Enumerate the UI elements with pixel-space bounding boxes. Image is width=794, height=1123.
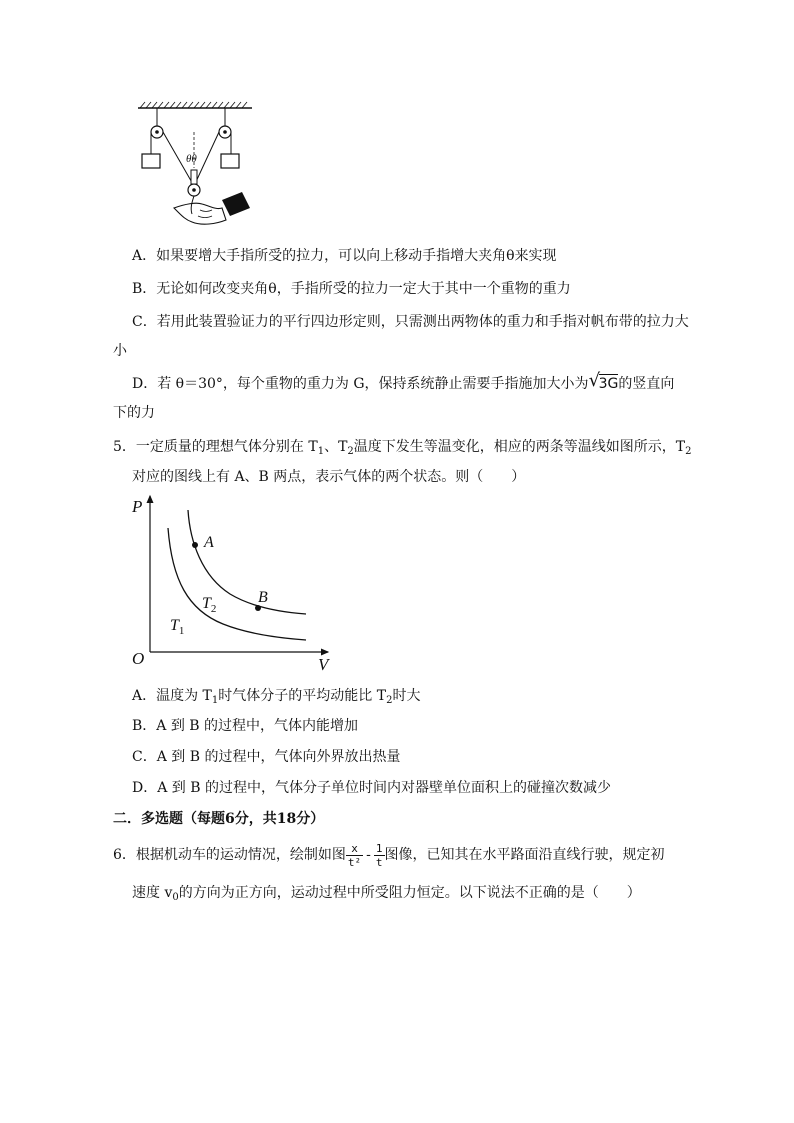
q5-stem-line2 [132,467,525,487]
minus-sign: - [366,847,371,863]
subscript: 2 [386,695,393,706]
q4-option-c-text-cont: 小 [113,343,127,359]
q6-stem-part: 的方向为正方向，运动过程中所受阻力恒定。以下说法不正确的是（ ） [178,885,641,901]
fraction-numerator: 1 [375,841,383,855]
q6-stem-line2 [132,883,641,903]
q5-option-c [132,747,400,767]
q5-stem-part: 温度下发生等温变化，相应的两条等温线如图所示，T [353,439,686,455]
q5-stem-part: 、T [324,439,348,455]
q5-option-a-part: A．温度为 T [132,688,212,704]
q4-option-d-text-cont: 下的力 [113,405,155,421]
q4-option-d-cont [113,403,155,423]
q4-option-b-text: B．无论如何改变夹角θ，手指所受的拉力一定大于其中一个重物的重力 [132,281,571,297]
fraction-numerator: x [351,841,358,855]
fraction-denominator: t [375,855,383,869]
point-a [192,542,198,548]
q5-option-a [132,686,420,706]
q5-option-d-text: D．A 到 B 的过程中，气体分子单位时间内对器壁单位面积上的碰撞次数减少 [132,780,611,796]
t2-label: $T_2$ [202,595,217,615]
point-a-label: A [204,534,214,551]
q4-option-a [132,246,557,266]
subscript: 2 [347,446,354,457]
q4-option-c [132,312,689,332]
subscript: 1 [317,446,325,457]
q6-stem-part: 速度 v [132,885,173,901]
isotherm-t1 [168,528,306,640]
q5-stem-text: 对应的图线上有 A、B 两点，表示气体的两个状态。则（ ） [132,469,526,485]
fraction-1-over-t [374,842,385,869]
q5-option-d [132,778,611,798]
q5-option-b-text: B．A 到 B 的过程中，气体内能增加 [132,718,359,734]
q5-stem-part: 5．一定质量的理想气体分别在 T [113,439,318,455]
q5-option-b [132,716,358,736]
q6-stem-part: 图像，已知其在水平路面沿直线行驶，规定初 [384,847,665,863]
fraction-x-over-t2 [346,842,363,869]
subscript: 0 [172,892,179,903]
point-b-label: B [258,589,268,606]
q4-option-d [132,370,675,394]
section-title-text: 二．多选题（每题6分，共18分） [113,811,325,827]
q5-option-a-part: 时大 [392,688,421,704]
t1-label: $T_1$ [170,617,185,637]
q4-option-c-cont [113,341,127,361]
subscript: 1 [211,695,219,706]
axis-v-label: V [318,655,329,674]
q4-option-c-text: C．若用此装置验证力的平行四边形定则，只需测出两物体的重力和手指对帆布带的拉力大 [132,314,689,330]
axis-p-label: P [132,497,143,516]
pv-graph [128,490,338,675]
section-title [113,809,324,829]
fraction-denominator: t² [347,855,362,869]
origin-label: O [132,649,145,668]
pulley-figure [130,98,260,228]
sqrt-radicand: 3G [598,376,619,392]
q6-stem-line1 [113,840,665,870]
q4-option-b [132,279,571,299]
q5-stem-line1 [113,437,692,457]
sqrt-expression: √ 3G [588,370,619,392]
q4-option-a-text: A．如果要增大手指所受的拉力，可以向上移动手指增大夹角θ来实现 [132,248,557,264]
q4-option-d-text-post: 的竖直向 [618,376,675,392]
subscript: 2 [685,446,692,457]
q6-stem-part: 6．根据机动车的运动情况，绘制如图 [113,847,346,863]
theta-labels: θθ [186,153,197,165]
q5-option-c-text: C．A 到 B 的过程中，气体向外界放出热量 [132,749,401,765]
q4-option-d-text: D．若 θ＝30°，每个重物的重力为 G，保持系统静止需要手指施加大小为 [132,376,589,392]
q5-option-a-part: 时气体分子的平均动能比 T [218,688,387,704]
